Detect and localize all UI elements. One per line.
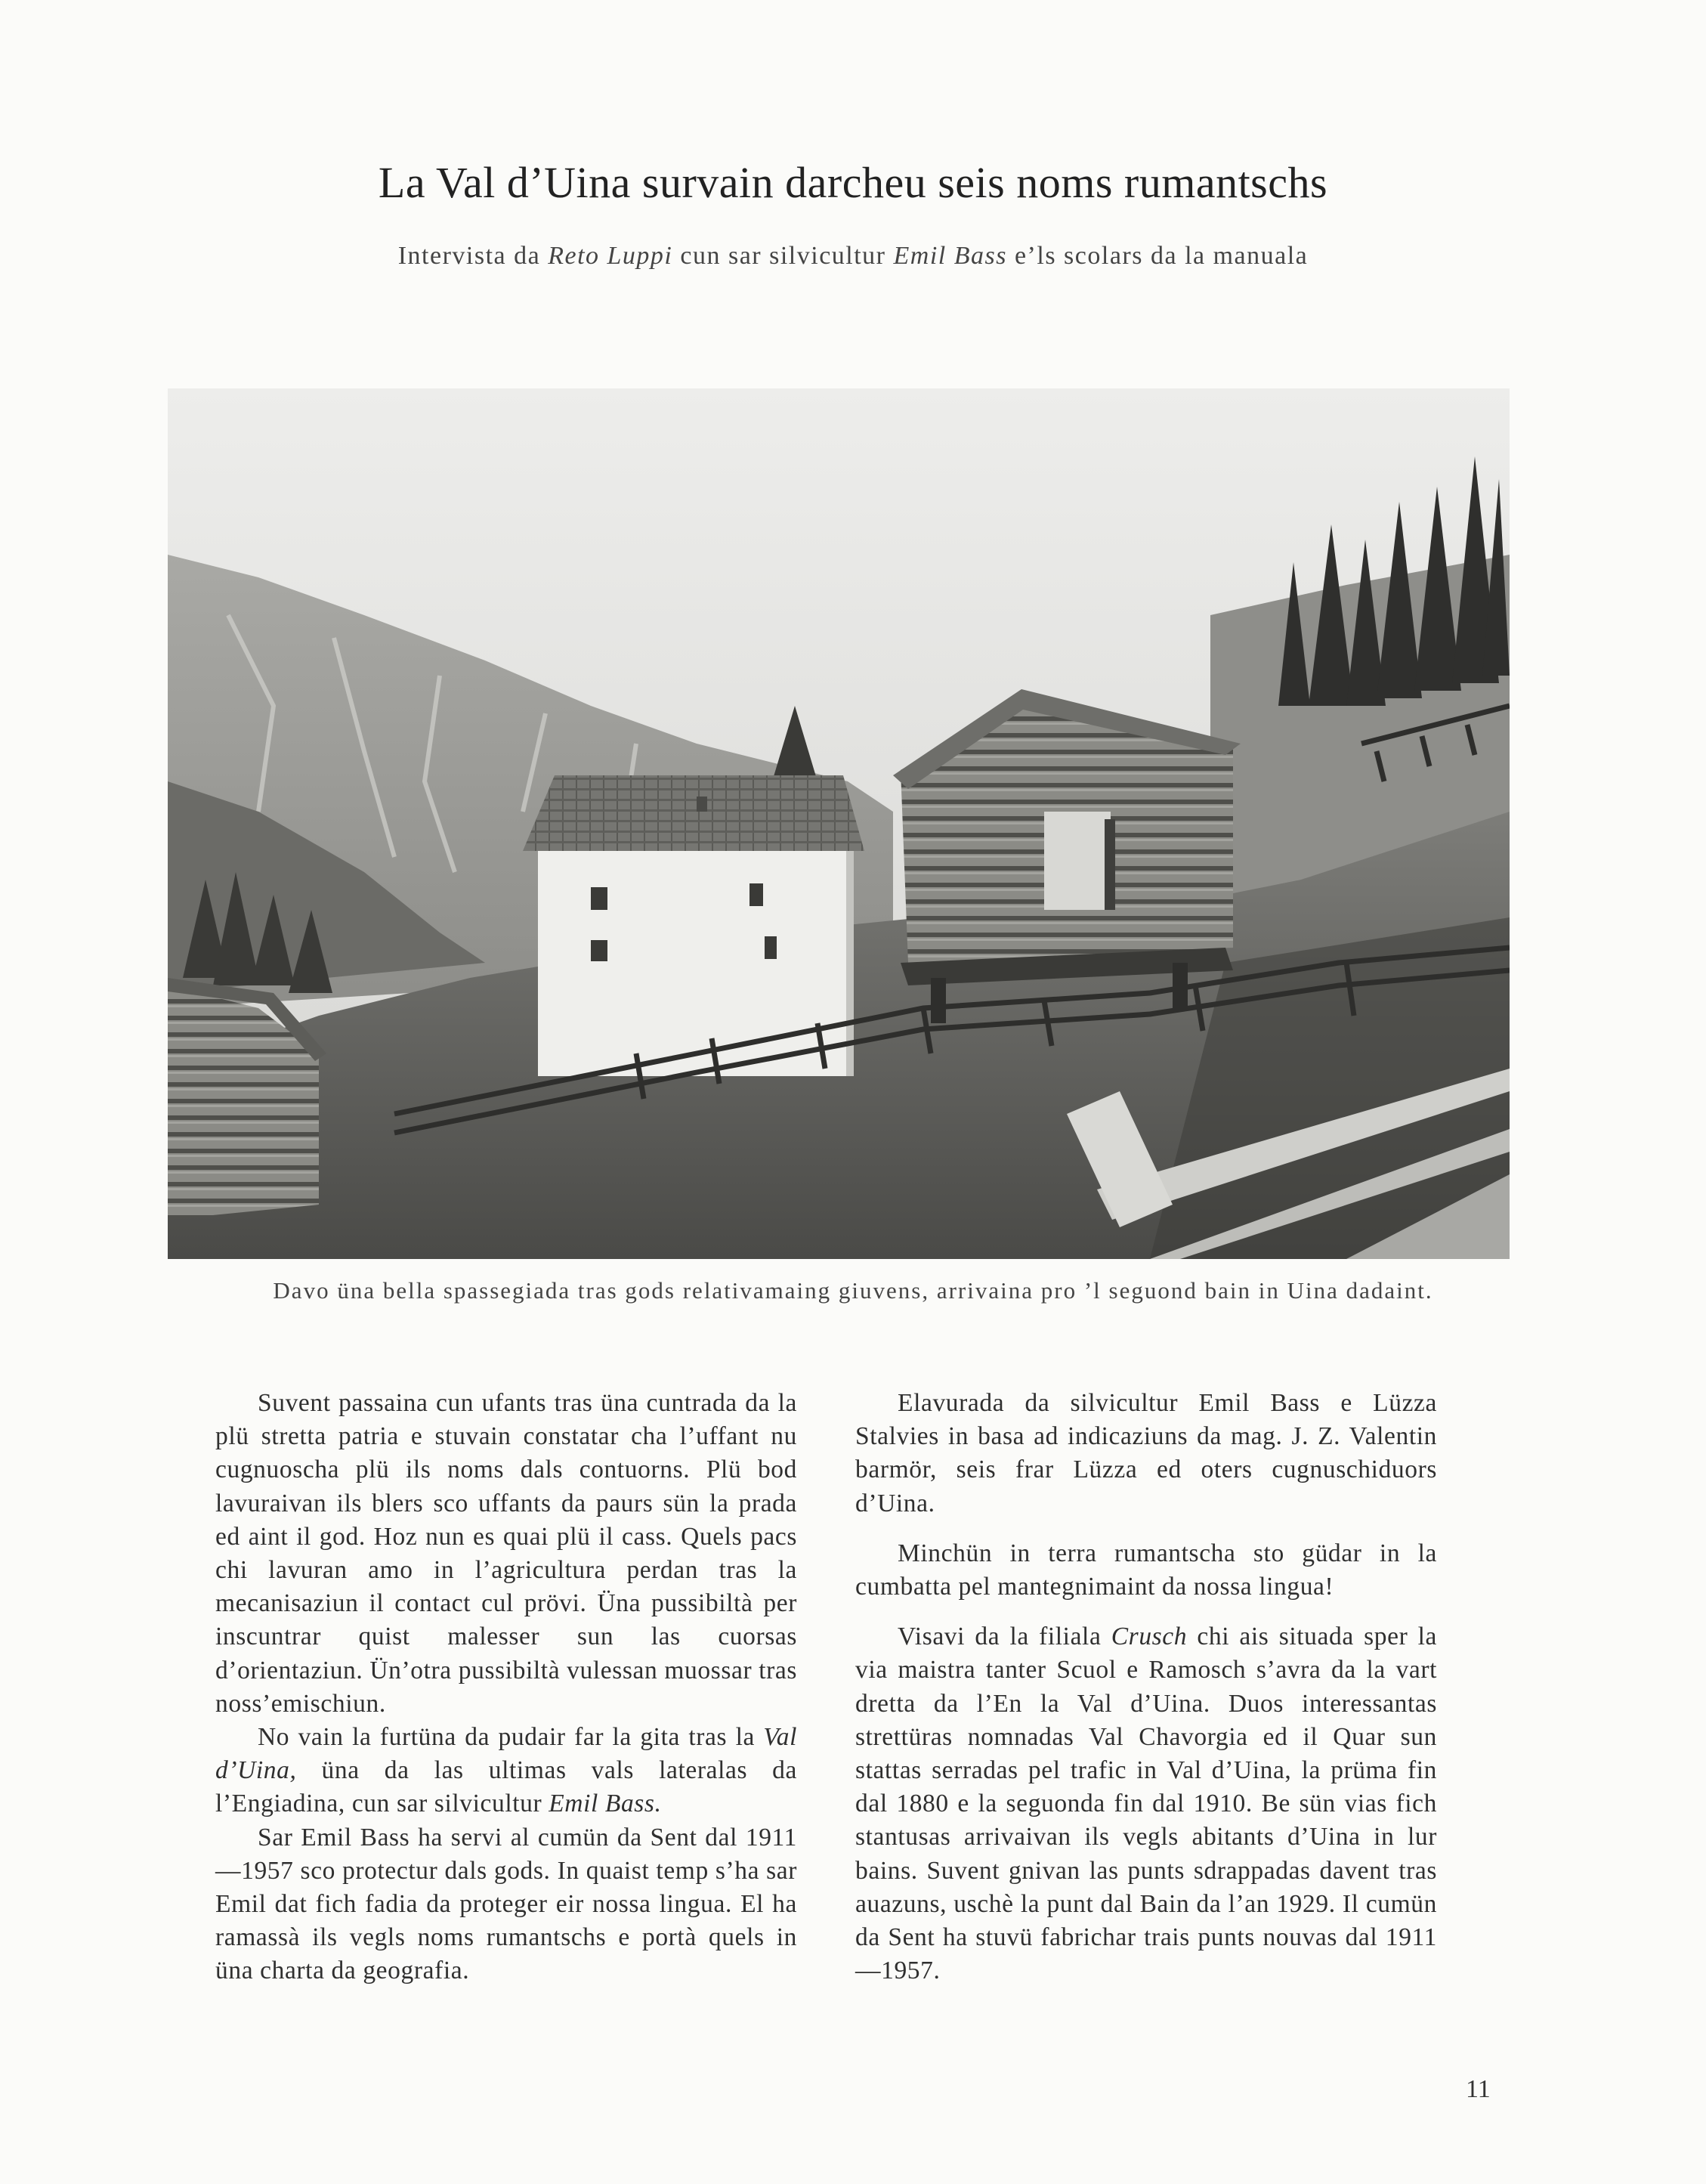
- forester-name: Emil Bass.: [549, 1790, 662, 1818]
- paragraph: Sar Emil Bass ha servi al cumün da Sent dal 1911—1957 sco protectur dals gods. In quaist temp s’ha sar Emil dat fich fadia da proteger eir nossa lingua. El ha ramassà ils vegls noms rumantschs e portà quels in üna charta da geografia.: [215, 1823, 797, 1985]
- subtitle-forester: Emil Bass: [893, 242, 1007, 270]
- page-number: 11: [1466, 2075, 1491, 2103]
- text-run: No vain la furtüna da pudair far la gita tras la: [258, 1723, 764, 1752]
- right-column: [855, 1387, 1437, 1988]
- place-name: Crusch: [1111, 1623, 1188, 1651]
- paragraph: Minchün in terra rumantscha sto güdar in la cumbatta pel mantegnimaint da nossa lingua!: [855, 1539, 1437, 1601]
- text-run: üna da las ultimas vals lateralas da l’Engiadina, cun sar silvicultur: [215, 1756, 797, 1818]
- subtitle-prefix: Intervista da: [397, 242, 549, 270]
- article-title: La Val d’Uina survain darcheu seis noms rumantschs: [378, 158, 1328, 207]
- text-run: chi ais situada sper la via maistra tanter Scuol e Ramosch s’avra da la vart dretta da l’En la Val d’Uina. Duos interessantas strettüras nomnadas Val Chavorgia ed il Quar sun stattas serradas pel trafic in Val d’Uina, la prüma fin dal 1880 e la seguonda fin dal 1910. Be sün vias fich stantusas arrivaivan ils vegls abitants d’Uina in lur bains. Suvent gnivan las punts sdrappadas davent tras auazuns, uschè la punt dal Bain da l’an 1929. Il cumün da Sent ha stuvü fabrichar trais punts nouvas dal 1911—1957.: [855, 1623, 1437, 1985]
- text-run: Visavi da la filiala: [898, 1623, 1111, 1651]
- paragraph: Suvent passaina cun ufants tras üna cuntrada da la plü stretta patria e stuvain constatar cha l’uffant nu cugnuoscha plü ils noms dals contuorns. Plü bod lavuraivan ils blers sco uffants da paurs sün la prada ed aint il god. Hoz nun es quai plü il cass. Quels pacs chi lavuran amo in l’agricultura perdan tras la mecanisaziun il contact cul prövi. Üna pussibiltà per inscuntrar quist malesser sun las cuorsas d’orientaziun. Ün’otra pussibiltà vulessan muossar tras noss’emischiun.: [215, 1389, 797, 1718]
- landscape-photo: [168, 388, 1510, 1259]
- left-column: [215, 1387, 797, 1988]
- valley-name: Val d’Uina,: [215, 1723, 797, 1785]
- paragraph: [215, 1721, 797, 1821]
- paragraph: [855, 1620, 1437, 1988]
- photo-caption: Davo üna bella spassegiada tras gods relativamaing giuvens, arrivaina pro ’l seguond bain in Uina dadaint.: [273, 1277, 1433, 1304]
- subtitle-suffix: e’ls scolars da la manuala: [1006, 242, 1309, 270]
- subtitle-middle: cun sar silvicultur: [672, 242, 894, 270]
- paragraph: Elavurada da silvicultur Emil Bass e Lüzza Stalvies in basa ad indicaziuns da mag. J. Z. Valentin barmör, seis frar Lüzza ed oters cugnuschiduors d’Uina.: [855, 1389, 1437, 1517]
- subtitle-author: Reto Luppi: [548, 242, 673, 270]
- article-subtitle: [0, 242, 1706, 271]
- alpine-huts-illustration: [168, 388, 1510, 1259]
